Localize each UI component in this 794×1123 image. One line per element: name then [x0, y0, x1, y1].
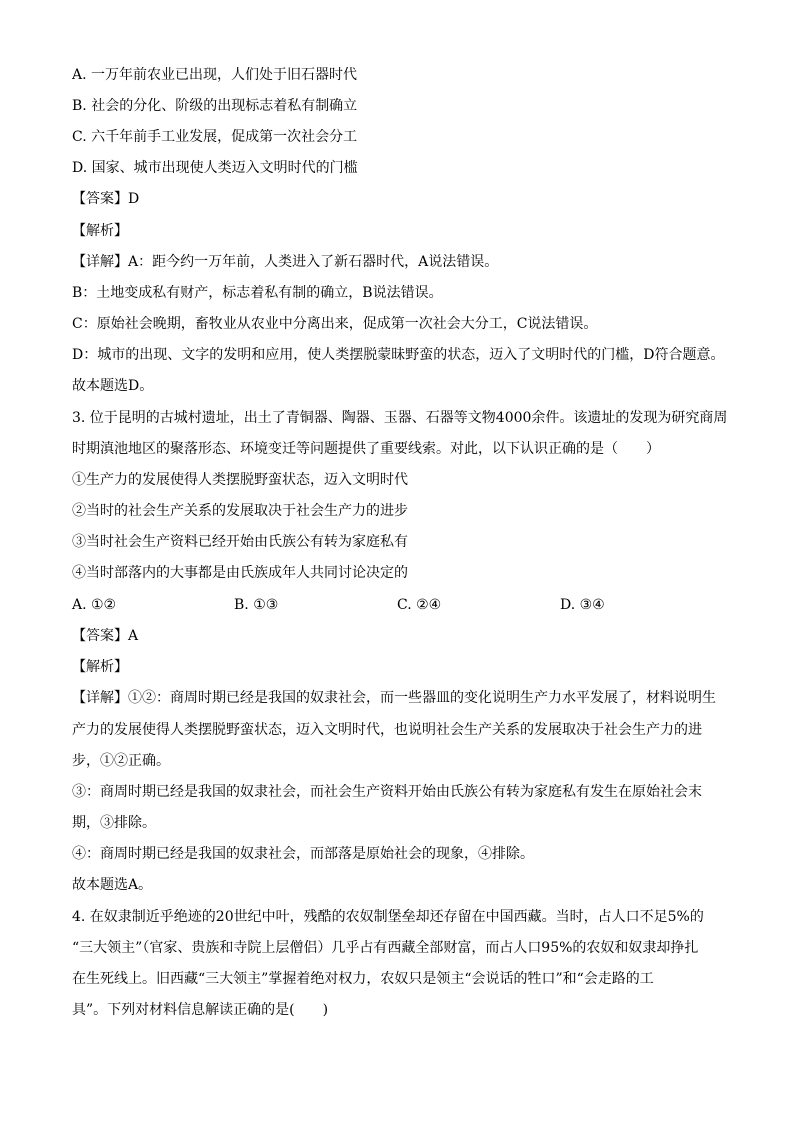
q2-answer: 【答案】D [72, 191, 140, 207]
q3-detail-3-line-1: ③：商周时期已经是我国的奴隶社会，而社会生产资料开始由氏族公有转为家庭私有发生在原始社会末 [72, 784, 702, 800]
q3-choice-c: C. ②④ [397, 597, 442, 613]
q4-stem-line-3: 在生死线上。旧西藏“三大领主”掌握着绝对权力，农奴只是领主“会说话的牲口”和“会走路的工 [72, 971, 654, 987]
q2-option-a: A. 一万年前农业已出现，人们处于旧石器时代 [72, 67, 358, 83]
q4-stem-line-1: 4. 在奴隶制近乎绝迹的20世纪中叶，残酷的农奴制堡垒却还存留在中国西藏。当时，占人口不足5%的 [72, 909, 704, 925]
q2-option-b: B. 社会的分化、阶级的出现标志着私有制确立 [72, 98, 358, 114]
q3-statement-3: ③当时社会生产资料已经开始由氏族公有转为家庭私有 [72, 534, 408, 550]
q3-detail-4: ④：商周时期已经是我国的奴隶社会，而部落是原始社会的现象，④排除。 [72, 846, 534, 862]
q3-conclusion: 故本题选A。 [72, 877, 153, 893]
q4-stem-line-4: 具”。下列对材料信息解读正确的是( ) [72, 1002, 329, 1018]
q3-choice-d: D. ③④ [560, 597, 605, 613]
q2-option-d: D. 国家、城市出现使人类迈入文明时代的门槛 [72, 160, 358, 176]
q3-statement-2: ②当时的社会生产关系的发展取决于社会生产力的进步 [72, 503, 408, 519]
q2-analysis-heading: 【解析】 [72, 223, 128, 239]
q3-detail-3-line-2: 期，③排除。 [72, 815, 156, 831]
q3-statement-1: ①生产力的发展使得人类摆脱野蛮状态，迈入文明时代 [72, 472, 408, 488]
q2-detail-a: 【详解】A：距今约一万年前，人类进入了新石器时代，A说法错误。 [72, 254, 499, 270]
q4-stem-line-2: “三大领主”（官家、贵族和寺院上层僧侣）几乎占有西藏全部财富，而占人口95%的农奴和奴隶却挣扎 [72, 940, 699, 956]
q3-stem-line-2: 时期滇池地区的聚落形态、环境变迁等问题提供了重要线索。对此，以下认识正确的是（ ） [72, 441, 660, 457]
q3-detail-12-line-3: 步，①②正确。 [72, 753, 170, 769]
q3-statement-4: ④当时部落内的大事都是由氏族成年人共同讨论决定的 [72, 565, 408, 581]
q2-option-c: C. 六千年前手工业发展，促成第一次社会分工 [72, 129, 358, 145]
q3-detail-12-line-1: 【详解】①②：商周时期已经是我国的奴隶社会，而一些器皿的变化说明生产力水平发展了，材料说明生 [72, 690, 716, 706]
q2-detail-c: C：原始社会晚期，畜牧业从农业中分离出来，促成第一次社会大分工，C说法错误。 [72, 316, 598, 332]
q2-detail-d: D：城市的出现、文字的发明和应用，使人类摆脱蒙昧野蛮的状态，迈入了文明时代的门槛，D符合题意。 [72, 347, 725, 363]
q3-answer: 【答案】A [72, 628, 139, 644]
q3-analysis-heading: 【解析】 [72, 659, 128, 675]
q3-choice-b: B. ①③ [234, 597, 279, 613]
q3-stem-line-1: 3. 位于昆明的古城村遗址，出土了青铜器、陶器、玉器、石器等文物4000余件。该遗址的发现为研究商周 [72, 410, 728, 426]
q3-detail-12-line-2: 产力的发展使得人类摆脱野蛮状态，迈入文明时代，也说明社会生产关系的发展取决于社会生产力的进 [72, 722, 702, 738]
q3-choices [72, 596, 732, 614]
q2-conclusion: 故本题选D。 [72, 378, 154, 394]
q2-detail-b: B：土地变成私有财产，标志着私有制的确立，B说法错误。 [72, 285, 443, 301]
q3-choice-a: A. ①② [72, 597, 117, 613]
